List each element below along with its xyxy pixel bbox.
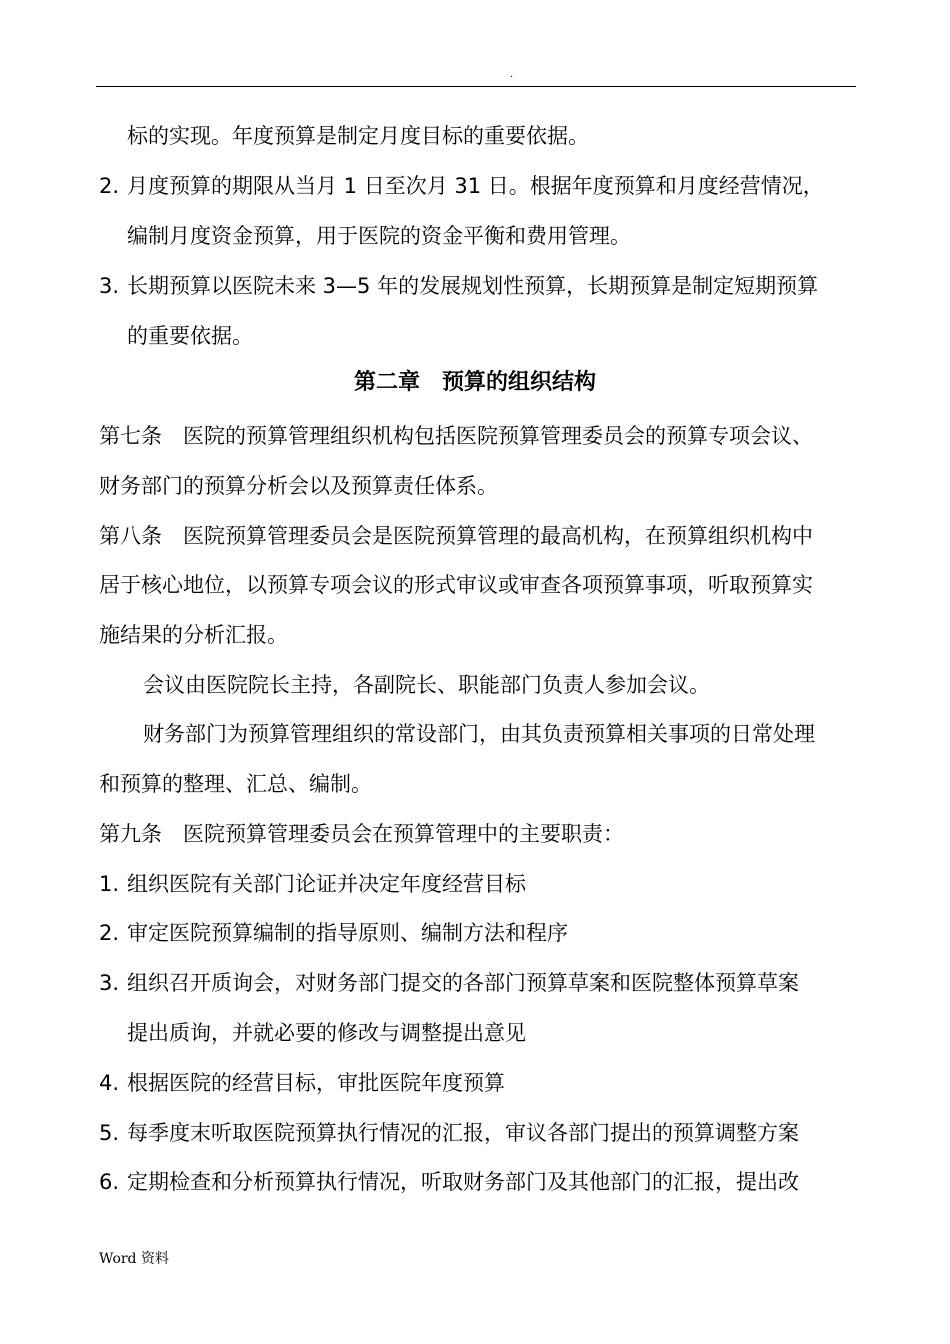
finance-paragraph: 和预算的整理、汇总、编制。 [99, 772, 372, 796]
duty-number: 1. [99, 872, 120, 896]
list-item-text: 的重要依据。 [127, 324, 253, 348]
duty-number: 5. [99, 1121, 120, 1145]
chapter-title: 第二章 预算的组织结构 [353, 370, 596, 395]
meeting-paragraph: 会议由医院院长主持，各副院长、职能部门负责人参加会议。 [143, 673, 710, 697]
paragraph-continuation: 标的实现。年度预算是制定月度目标的重要依据。 [127, 124, 589, 148]
duty-number: 3. [99, 971, 120, 995]
article-8: 施结果的分析汇报。 [99, 623, 288, 647]
duty-text: 提出质询，并就必要的修改与调整提出意见 [127, 1021, 526, 1045]
header-mark: . [510, 69, 514, 80]
list-item-number: 2. [99, 174, 120, 198]
header-rule [96, 86, 856, 87]
finance-paragraph: 财务部门为预算管理组织的常设部门，由其负责预算相关事项的日常处理 [143, 722, 815, 746]
duty-text: 每季度末听取医院预算执行情况的汇报，审议各部门提出的预算调整方案 [127, 1121, 799, 1145]
duty-number: 6. [99, 1170, 120, 1194]
article-8: 第八条 医院预算管理委员会是医院预算管理的最高机构，在预算组织机构中 [99, 524, 813, 548]
article-7: 第七条 医院的预算管理组织机构包括医院预算管理委员会的预算专项会议、 [99, 424, 813, 448]
duty-number: 4. [99, 1071, 120, 1095]
list-item-text: 月度预算的期限从当月 1 日至次月 31 日。根据年度预算和月度经营情况， [127, 174, 824, 198]
article-8: 居于核心地位，以预算专项会议的形式审议或审查各项预算事项，听取预算实 [99, 573, 813, 597]
duty-text: 组织医院有关部门论证并决定年度经营目标 [127, 872, 526, 896]
article-9: 第九条 医院预算管理委员会在预算管理中的主要职责： [99, 822, 624, 846]
duty-text: 组织召开质询会，对财务部门提交的各部门预算草案和医院整体预算草案 [127, 971, 799, 995]
list-item-number: 3. [99, 274, 120, 298]
footer-label: Word 资料 [99, 1251, 169, 1267]
list-item-text: 长期预算以医院未来 3—5 年的发展规划性预算，长期预算是制定短期预算 [127, 274, 819, 298]
duty-number: 2. [99, 921, 120, 945]
duty-text: 审定医院预算编制的指导原则、编制方法和程序 [127, 921, 568, 945]
list-item-text: 编制月度资金预算，用于医院的资金平衡和费用管理。 [127, 224, 631, 248]
duty-text: 定期检查和分析预算执行情况，听取财务部门及其他部门的汇报，提出改 [127, 1170, 799, 1194]
duty-text: 根据医院的经营目标，审批医院年度预算 [127, 1071, 505, 1095]
article-7: 财务部门的预算分析会以及预算责任体系。 [99, 474, 498, 498]
